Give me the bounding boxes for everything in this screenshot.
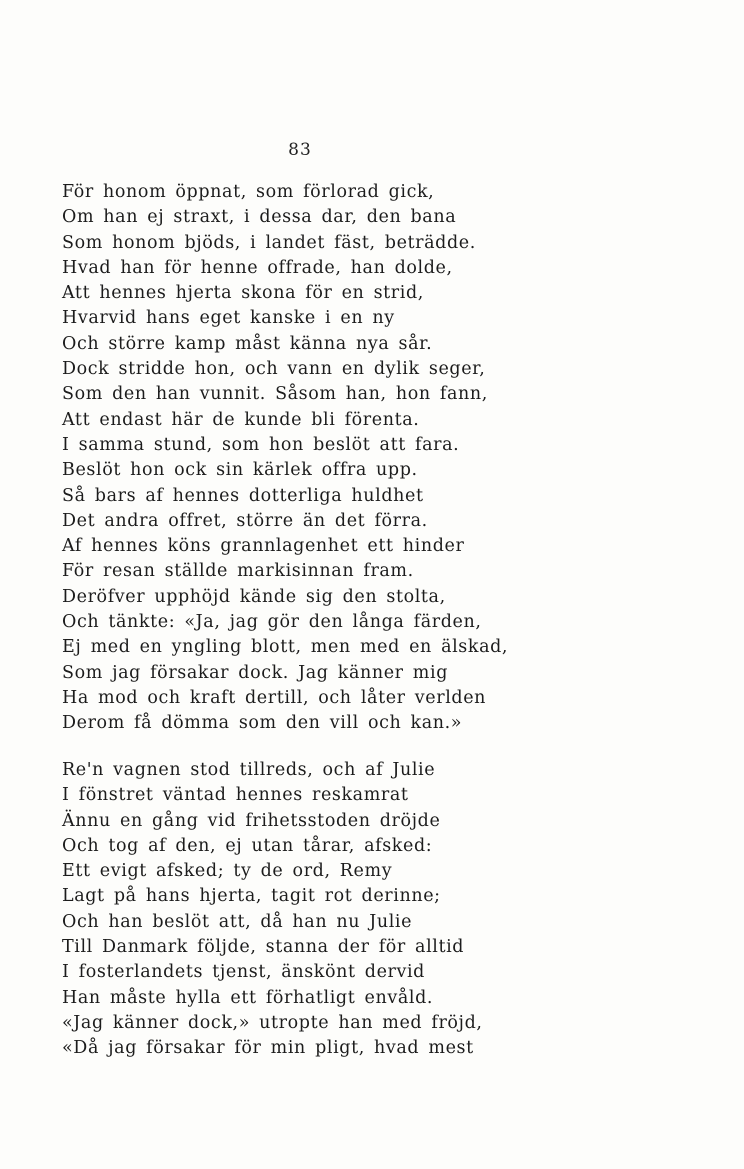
- verse-line: Om han ej straxt, i dessa dar, den bana: [62, 207, 457, 228]
- verse-line: I fosterlandets tjenst, änskönt dervid: [62, 962, 425, 983]
- verse-line: Och tänkte: «Ja, jag gör den långa färden,: [62, 612, 482, 633]
- verse-line: I samma stund, som hon beslöt att fara.: [62, 434, 460, 455]
- verse-line: Det andra offret, större än det förra.: [62, 510, 428, 531]
- verse-line: Af hennes köns grannlagenhet ett hinder: [62, 536, 465, 557]
- verse-line: Han måste hylla ett förhatligt envåld.: [62, 987, 434, 1008]
- verse-line: Och han beslöt att, då han nu Julie: [62, 911, 413, 932]
- stanza-2: [62, 758, 482, 1062]
- verse-line: Och tog af den, ej utan tårar, afsked:: [62, 835, 433, 856]
- verse-line: Lagt på hans hjerta, tagit rot derinne;: [62, 886, 441, 907]
- verse-line: Som den han vunnit. Såsom han, hon fann,: [62, 384, 488, 405]
- verse-line: Deröfver upphöjd kände sig den stolta,: [62, 586, 446, 607]
- verse-line: Ha mod och kraft dertill, och låter verlden: [62, 687, 487, 708]
- verse-line: Som honom bjöds, i landet fäst, beträdde.: [62, 232, 476, 253]
- verse-line: Ej med en yngling blott, men med en älskad,: [62, 637, 509, 658]
- verse-line: Beslöt hon ock sin kärlek offra upp.: [62, 460, 418, 481]
- verse-line: Till Danmark följde, stanna der för alltid: [62, 937, 465, 958]
- verse-line: Re'n vagnen stod tillreds, och af Julie: [62, 760, 436, 780]
- verse-line: Ett evigt afsked; ty de ord, Remy: [62, 861, 393, 882]
- verse-line: Som jag försakar dock. Jag känner mig: [62, 662, 449, 683]
- verse-line: För resan ställde markisinnan fram.: [62, 561, 414, 582]
- verse-line: Hvarvid hans eget kanske i en ny: [62, 308, 395, 329]
- verse-line: Och större kamp måst känna nya sår.: [62, 333, 433, 354]
- verse-line: «Jag känner dock,» utropte han med fröjd,: [62, 1012, 483, 1033]
- verse-line: Så bars af hennes dotterliga huldhet: [62, 485, 424, 506]
- verse-line: Dock stridde hon, och vann en dylik seger,: [62, 359, 486, 380]
- page-number: 83: [288, 140, 312, 160]
- stanza-1: [62, 180, 509, 737]
- verse-line: Hvad han för henne offrade, han dolde,: [62, 257, 453, 278]
- verse-line: Att endast här de kunde bli förenta.: [62, 409, 420, 430]
- verse-line: Ännu en gång vid frihetsstoden dröjde: [62, 810, 441, 831]
- verse-line: För honom öppnat, som förlorad gick,: [62, 182, 435, 202]
- verse-line: I fönstret väntad hennes reskamrat: [62, 785, 409, 806]
- verse-line: Derom få dömma som den vill och kan.»: [62, 713, 463, 734]
- verse-line: «Då jag försakar för min pligt, hvad mest: [62, 1038, 474, 1059]
- verse-line: Att hennes hjerta skona för en strid,: [62, 283, 424, 304]
